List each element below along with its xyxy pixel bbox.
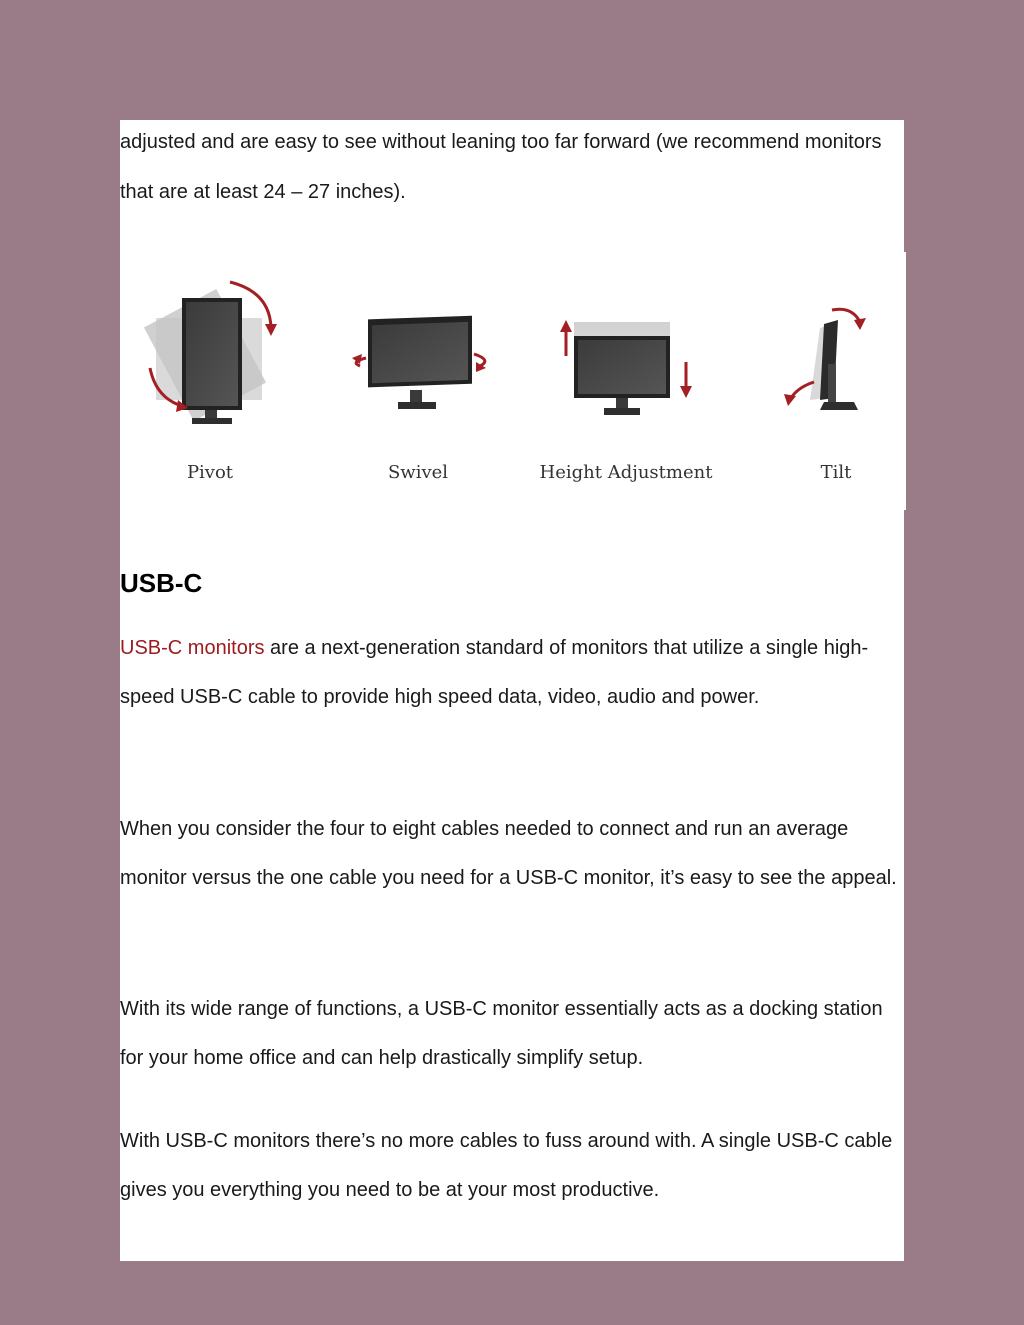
- monitor-adjustments-figure: [120, 252, 906, 510]
- height-adjustment-illustration: [560, 320, 692, 415]
- caption-swivel: Swivel: [387, 462, 449, 483]
- caption-tilt: Tilt: [820, 462, 852, 483]
- intro-paragraph: adjusted and are easy to see without leaning too far forward (we recommend monitors that are at least 24 – 27 inches).: [120, 131, 882, 203]
- paragraph-docking-station: With its wide range of functions, a USB-C monitor essentially acts as a docking station for your home office and can help drastically simplify setup.: [120, 998, 883, 1069]
- caption-height-adjustment: Height Adjustment: [539, 462, 713, 483]
- tilt-illustration: [784, 309, 866, 410]
- caption-pivot: Pivot: [186, 462, 234, 483]
- paragraph-usb-c-intro-text: are a next-generation standard of monitors that utilize a single high-speed USB-C cable to provide high speed data, video, audio and power.: [120, 637, 869, 708]
- pivot-illustration: [144, 282, 277, 424]
- usb-c-monitors-link[interactable]: USB-C monitors: [120, 637, 265, 659]
- paragraph-single-cable: With USB-C monitors there’s no more cables to fuss around with. A single USB-C cable gives you everything you need to be at your most productive.: [120, 1130, 893, 1201]
- paragraph-usb-c-intro: [120, 624, 905, 722]
- section-heading: USB-C: [120, 568, 203, 598]
- swivel-illustration: [352, 316, 486, 409]
- paragraph-cables-comparison: When you consider the four to eight cables needed to connect and run an average monitor versus the one cable you need for a USB-C monitor, it’s easy to see the appeal.: [120, 818, 897, 889]
